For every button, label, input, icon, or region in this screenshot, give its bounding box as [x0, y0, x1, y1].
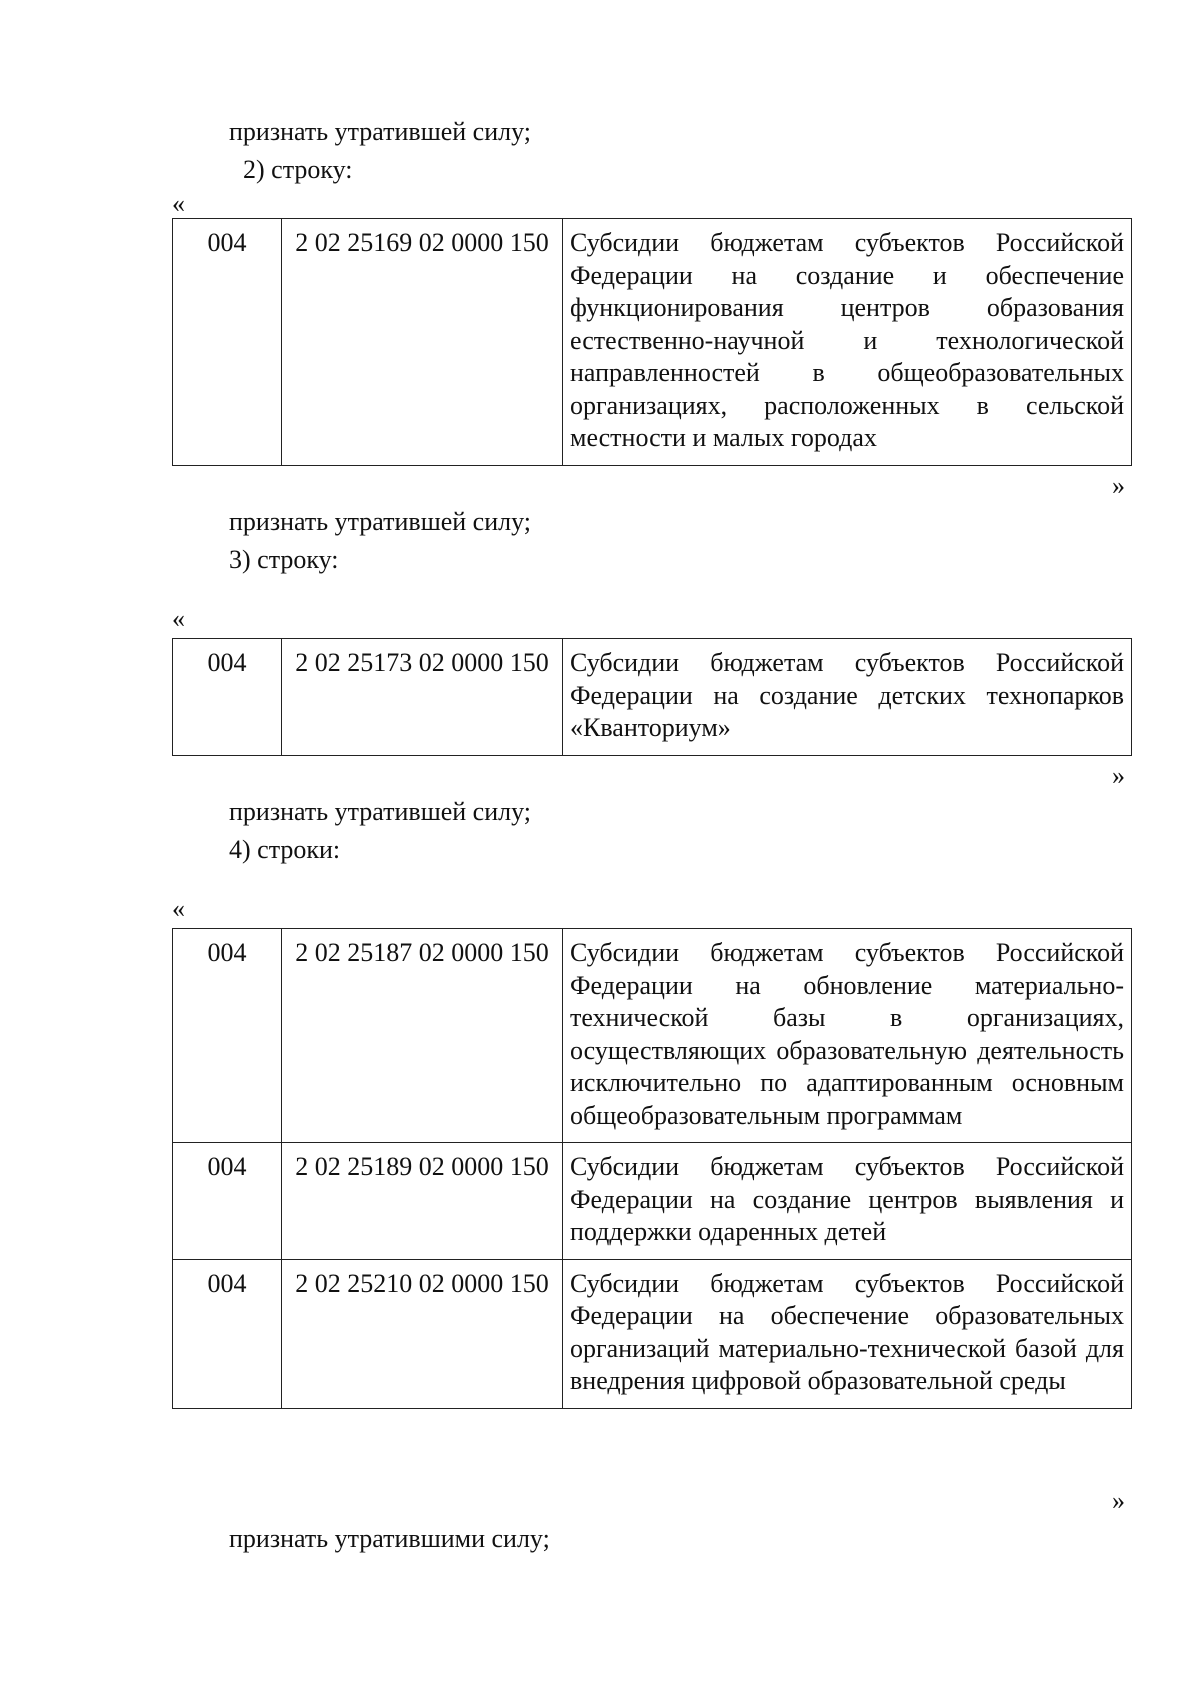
section-4-closing: признать утратившими силу;	[229, 1524, 550, 1553]
section-3-quote-open: «	[172, 604, 185, 633]
section-3-closing: признать утратившей силу;	[229, 797, 531, 826]
section-4-quote-close: »	[1112, 1486, 1125, 1515]
admin-code-cell: 004	[173, 219, 282, 466]
income-name-cell: Субсидии бюджетам субъектов Российской Федерации на обновление материально-технической базы в организациях, осуществляющих образовательную деятельность исключительно по адаптированным основным общеобразовательным программам	[563, 929, 1132, 1143]
income-name-cell: Субсидии бюджетам субъектов Российской Федерации на создание центров выявления и поддержки одаренных детей	[563, 1143, 1132, 1260]
section-2-closing: признать утратившей силу;	[229, 507, 531, 536]
section-4-table	[172, 928, 1132, 1409]
section-4-heading: 4) строки:	[229, 835, 341, 864]
section-2-table	[172, 218, 1132, 466]
budget-code-cell: 2 02 25169 02 0000 150	[282, 219, 563, 466]
income-name-cell: Субсидии бюджетам субъектов Российской Федерации на создание и обеспечение функционирования центров образования естественно-научной и технологической направленностей в общеобразовательных организациях, расположенных в сельской местности и малых городах	[563, 219, 1132, 466]
budget-code-cell: 2 02 25173 02 0000 150	[282, 639, 563, 756]
table-row	[173, 1259, 1132, 1408]
admin-code-cell: 004	[173, 1143, 282, 1260]
section-2-heading: 2) строку:	[243, 155, 353, 184]
admin-code-cell: 004	[173, 1259, 282, 1408]
table-row	[173, 219, 1132, 466]
admin-code-cell: 004	[173, 929, 282, 1143]
budget-code-cell: 2 02 25189 02 0000 150	[282, 1143, 563, 1260]
table-row	[173, 929, 1132, 1143]
income-name-cell: Субсидии бюджетам субъектов Российской Федерации на обеспечение образовательных организаций материально-технической базой для внедрения цифровой образовательной среды	[563, 1259, 1132, 1408]
income-name-cell: Субсидии бюджетам субъектов Российской Федерации на создание детских технопарков «Кванториум»	[563, 639, 1132, 756]
table-row	[173, 639, 1132, 756]
table-row	[173, 1143, 1132, 1260]
intro-line: признать утратившей силу;	[229, 117, 531, 146]
section-4-quote-open: «	[172, 894, 185, 923]
budget-code-cell: 2 02 25187 02 0000 150	[282, 929, 563, 1143]
section-2-quote-open: «	[172, 189, 185, 218]
section-3-table	[172, 638, 1132, 756]
section-2-quote-close: »	[1112, 471, 1125, 500]
section-3-heading: 3) строку:	[229, 545, 339, 574]
section-3-quote-close: »	[1112, 761, 1125, 790]
budget-code-cell: 2 02 25210 02 0000 150	[282, 1259, 563, 1408]
admin-code-cell: 004	[173, 639, 282, 756]
